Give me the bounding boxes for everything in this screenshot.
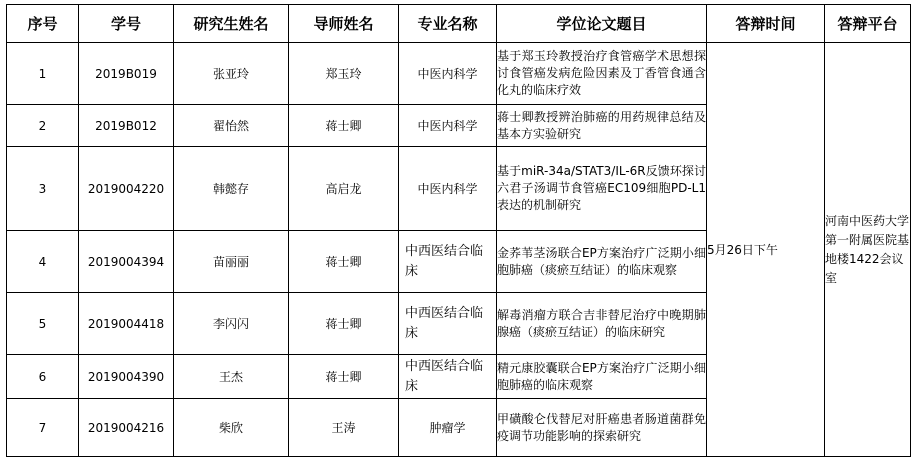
cell-student-id: 2019004394 xyxy=(79,231,174,293)
cell-student-id: 2019B012 xyxy=(79,105,174,147)
header-defense-venue: 答辩平台 xyxy=(825,5,911,43)
defense-schedule-table xyxy=(6,4,911,457)
cell-major: 中西医结合临床 xyxy=(399,355,497,399)
cell-student-name: 苗丽丽 xyxy=(174,231,289,293)
cell-defense-venue: 河南中医药大学第一附属医院基地楼1422会议室 xyxy=(825,43,911,457)
cell-thesis-title: 蒋士卿教授辨治肺癌的用药规律总结及基本方实验研究 xyxy=(497,105,707,147)
cell-student-id: 2019004418 xyxy=(79,293,174,355)
header-advisor: 导师姓名 xyxy=(289,5,399,43)
cell-no: 6 xyxy=(7,355,79,399)
cell-thesis-title: 基于miR-34a/STAT3/IL-6R反馈环探讨六君子汤调节食管癌EC109细胞PD-L1表达的机制研究 xyxy=(497,147,707,231)
header-no: 序号 xyxy=(7,5,79,43)
cell-thesis-title: 解毒消瘤方联合吉非替尼治疗中晚期肺腺癌（痰瘀互结证）的临床研究 xyxy=(497,293,707,355)
cell-no: 2 xyxy=(7,105,79,147)
cell-major: 肿瘤学 xyxy=(399,399,497,457)
cell-thesis-title: 精元康胶囊联合EP方案治疗广泛期小细胞肺癌的临床观察 xyxy=(497,355,707,399)
cell-advisor: 蒋士卿 xyxy=(289,231,399,293)
cell-student-id: 2019004216 xyxy=(79,399,174,457)
cell-defense-time: 5月26日下午 xyxy=(707,43,825,457)
header-major: 专业名称 xyxy=(399,5,497,43)
cell-advisor: 蒋士卿 xyxy=(289,105,399,147)
cell-advisor: 王涛 xyxy=(289,399,399,457)
cell-student-name: 柴欣 xyxy=(174,399,289,457)
cell-no: 7 xyxy=(7,399,79,457)
header-row xyxy=(7,5,911,43)
cell-student-id: 2019004220 xyxy=(79,147,174,231)
cell-student-id: 2019B019 xyxy=(79,43,174,105)
cell-advisor: 郑玉玲 xyxy=(289,43,399,105)
cell-major: 中西医结合临床 xyxy=(399,231,497,293)
cell-major: 中西医结合临床 xyxy=(399,293,497,355)
cell-advisor: 高启龙 xyxy=(289,147,399,231)
header-defense-time: 答辩时间 xyxy=(707,5,825,43)
cell-no: 3 xyxy=(7,147,79,231)
cell-student-name: 韩懿存 xyxy=(174,147,289,231)
cell-major: 中医内科学 xyxy=(399,105,497,147)
cell-thesis-title: 金荞苇茎汤联合EP方案治疗广泛期小细胞肺癌（痰瘀互结证）的临床观察 xyxy=(497,231,707,293)
cell-student-name: 张亚玲 xyxy=(174,43,289,105)
cell-advisor: 蒋士卿 xyxy=(289,293,399,355)
cell-no: 5 xyxy=(7,293,79,355)
cell-major: 中医内科学 xyxy=(399,43,497,105)
cell-thesis-title: 基于郑玉玲教授治疗食管癌学术思想探讨食管癌发病危险因素及丁香管食通含化丸的临床疗效 xyxy=(497,43,707,105)
header-student-name: 研究生姓名 xyxy=(174,5,289,43)
header-thesis-title: 学位论文题目 xyxy=(497,5,707,43)
cell-no: 1 xyxy=(7,43,79,105)
header-student-id: 学号 xyxy=(79,5,174,43)
cell-no: 4 xyxy=(7,231,79,293)
cell-student-name: 翟怡然 xyxy=(174,105,289,147)
cell-student-name: 王杰 xyxy=(174,355,289,399)
table-row xyxy=(7,43,911,105)
cell-thesis-title: 甲磺酸仑伐替尼对肝癌患者肠道菌群免疫调节功能影响的探索研究 xyxy=(497,399,707,457)
cell-student-name: 李闪闪 xyxy=(174,293,289,355)
cell-advisor: 蒋士卿 xyxy=(289,355,399,399)
cell-major: 中医内科学 xyxy=(399,147,497,231)
cell-student-id: 2019004390 xyxy=(79,355,174,399)
